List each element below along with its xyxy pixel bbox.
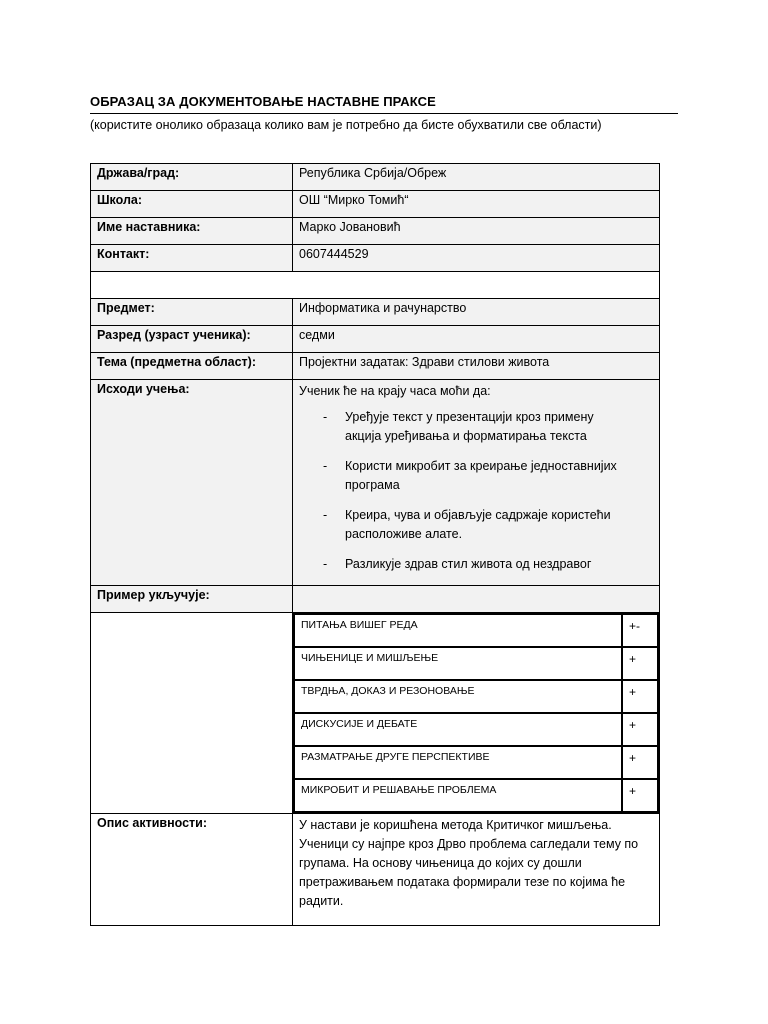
- country-value: Република Србија/Обреж: [293, 164, 660, 191]
- row-school: [91, 191, 660, 218]
- row-contact: [91, 245, 660, 272]
- outcomes-label: Исходи учења:: [91, 380, 293, 586]
- document-subtitle: (користите онолико образаца колико вам је потребно да бисте обухватили све области): [90, 118, 602, 132]
- table-row: [294, 647, 658, 680]
- outcomes-intro: Ученик ће на крају часа моћи да:: [299, 384, 491, 398]
- criteria-mark: +-: [622, 614, 658, 647]
- criteria-label: РАЗМАТРАЊЕ ДРУГЕ ПЕРСПЕКТИВЕ: [294, 746, 622, 779]
- spacer-cell: [91, 272, 660, 299]
- document-title: ОБРАЗАЦ ЗА ДОКУМЕНТОВАЊЕ НАСТАВНЕ ПРАКСЕ: [90, 94, 436, 109]
- row-outcomes: [91, 380, 660, 586]
- criteria-label: ПИТАЊА ВИШЕГ РЕДА: [294, 614, 622, 647]
- row-subject: [91, 299, 660, 326]
- dash-bullet: -: [323, 459, 328, 473]
- table-row: [294, 680, 658, 713]
- teacher-label: Име наставника:: [91, 218, 293, 245]
- subject-label: Предмет:: [91, 299, 293, 326]
- activity-text: У настави је коришћена метода Критичког мишљења. Ученици су најпре кроз Дрво проблема сагледали тему по групама. На основу чињеница до којих су дошли претраживањем података формирали тезе по којима ће радити.: [293, 814, 660, 926]
- criteria-table: [293, 613, 659, 813]
- criteria-label: ЧИЊЕНИЦЕ И МИШЉЕЊЕ: [294, 647, 622, 680]
- grade-value: седми: [293, 326, 660, 353]
- outcome-text: Креира, чува и објављује садржаје користећи расположиве алате.: [345, 508, 611, 541]
- criteria-label: ДИСКУСИЈЕ И ДЕБАТЕ: [294, 713, 622, 746]
- list-item: [323, 555, 629, 574]
- criteria-mark: +: [622, 647, 658, 680]
- outcome-text: Уређује текст у презентацији кроз примену акција уређивања и форматирања текста: [345, 410, 594, 443]
- criteria-mark: +: [622, 779, 658, 812]
- row-teacher: [91, 218, 660, 245]
- list-item: [323, 408, 629, 446]
- topic-value: Пројектни задатак: Здрави стилови живота: [293, 353, 660, 380]
- dash-bullet: -: [323, 410, 328, 424]
- table-row: [294, 779, 658, 812]
- example-label: Пример укључује:: [91, 586, 293, 613]
- table-row: [294, 746, 658, 779]
- outcomes-list: [299, 408, 659, 574]
- teacher-value: Марко Јовановић: [293, 218, 660, 245]
- outcome-text: Разликује здрав стил живота од нездравог: [345, 557, 592, 571]
- list-item: [323, 506, 629, 544]
- outcome-text: Користи микробит за креирање једноставнијих програма: [345, 459, 617, 492]
- contact-label: Контакт:: [91, 245, 293, 272]
- grade-label: Разред (узраст ученика):: [91, 326, 293, 353]
- criteria-mark: +: [622, 746, 658, 779]
- criteria-cell: [293, 613, 660, 814]
- contact-value: 0607444529: [293, 245, 660, 272]
- criteria-mark: +: [622, 680, 658, 713]
- row-spacer: [91, 272, 660, 299]
- practice-form-table: [90, 163, 660, 926]
- example-value: [293, 586, 660, 613]
- outcomes-cell: [293, 380, 660, 586]
- criteria-label: МИКРОБИТ И РЕШАВАЊЕ ПРОБЛЕМА: [294, 779, 622, 812]
- school-value: ОШ “Мирко Томић“: [293, 191, 660, 218]
- table-row: [294, 614, 658, 647]
- topic-label: Тема (предметна област):: [91, 353, 293, 380]
- row-grade: [91, 326, 660, 353]
- row-example: [91, 586, 660, 613]
- list-item: [323, 457, 629, 495]
- country-label: Држава/град:: [91, 164, 293, 191]
- dash-bullet: -: [323, 508, 328, 522]
- criteria-mark: +: [622, 713, 658, 746]
- subject-value: Информатика и рачунарство: [293, 299, 660, 326]
- row-country: [91, 164, 660, 191]
- row-topic: [91, 353, 660, 380]
- activity-label: Опис активности:: [91, 814, 293, 926]
- criteria-blank-cell: [91, 613, 293, 814]
- table-row: [294, 713, 658, 746]
- row-criteria: [91, 613, 660, 814]
- title-underline: [90, 113, 678, 114]
- row-activity: [91, 814, 660, 926]
- criteria-label: ТВРДЊА, ДОКАЗ И РЕЗОНОВАЊЕ: [294, 680, 622, 713]
- dash-bullet: -: [323, 557, 328, 571]
- school-label: Школа:: [91, 191, 293, 218]
